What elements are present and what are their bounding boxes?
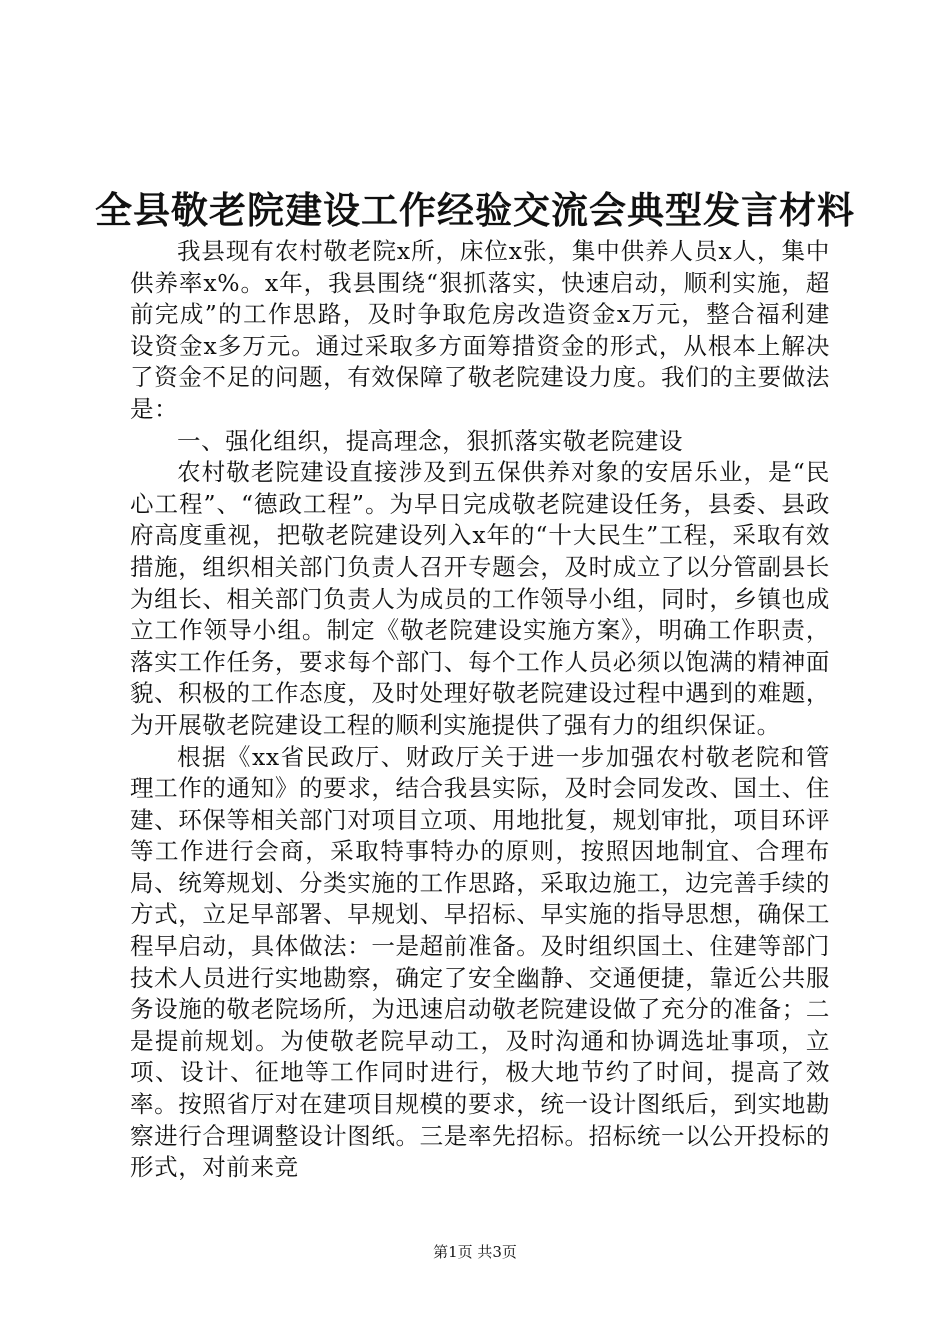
document-title: 全县敬老院建设工作经验交流会典型发言材料 <box>95 188 855 232</box>
paragraph-organization: 农村敬老院建设直接涉及到五保供养对象的安居乐业，是“民心工程”、“德政工程”。为早日完成敬老院建设任务，县委、县政府高度重视，把敬老院建设列入x年的“十大民生”工程，采取有效措施，组织相关部门负责人召开专题会，及时成立了以分管副县长为组长、相关部门负责人为成员的工作领导小组，同时，乡镇也成立工作领导小组。制定《敬老院建设实施方案》，明确工作职责，落实工作任务，要求每个部门、每个工作人员必须以饱满的精神面貌、积极的工作态度，及时处理好敬老院建设过程中遇到的难题，为开展敬老院建设工程的顺利实施提供了强有力的组织保证。 <box>130 458 830 739</box>
paragraph-intro: 我县现有农村敬老院x所，床位x张，集中供养人员x人，集中供养率x%。x年，我县围绕“狠抓落实，快速启动，顺利实施，超前完成”的工作思路，及时争取危房改造资金x万元，整合福利建设资金x多万元。通过采取多方面筹措资金的形式，从根本上解决了资金不足的问题，有效保障了敬老院建设力度。我们的主要做法是： <box>130 237 830 423</box>
paragraph-implementation: 根据《xx省民政厅、财政厅关于进一步加强农村敬老院和管理工作的通知》的要求，结合我县实际，及时会同发改、国土、住建、环保等相关部门对项目立项、用地批复，规划审批，项目环评等工作进行会商，采取特事特办的原则，按照因地制宜、合理布局、统筹规划、分类实施的工作思路，采取边施工，边完善手续的方式，立足早部署、早规划、早招标、早实施的指导思想，确保工程早启动，具体做法：一是超前准备。及时组织国土、住建等部门技术人员进行实地勘察，确定了安全幽静、交通便捷，靠近公共服务设施的敬老院场所，为迅速启动敬老院建设做了充分的准备；二是提前规划。为使敬老院早动工，及时沟通和协调选址事项，立项、设计、征地等工作同时进行，极大地节约了时间，提高了效率。按照省厅对在建项目规模的要求，统一设计图纸后，到实地勘察进行合理调整设计图纸。三是率先招标。招标统一以公开投标的形式，对前来竞 <box>130 742 830 1182</box>
page-number-footer: 第1页 共3页 <box>433 1243 517 1261</box>
document-body <box>130 236 830 1184</box>
section-heading-1: 一、强化组织，提高理念，狠抓落实敬老院建设 <box>177 426 684 455</box>
